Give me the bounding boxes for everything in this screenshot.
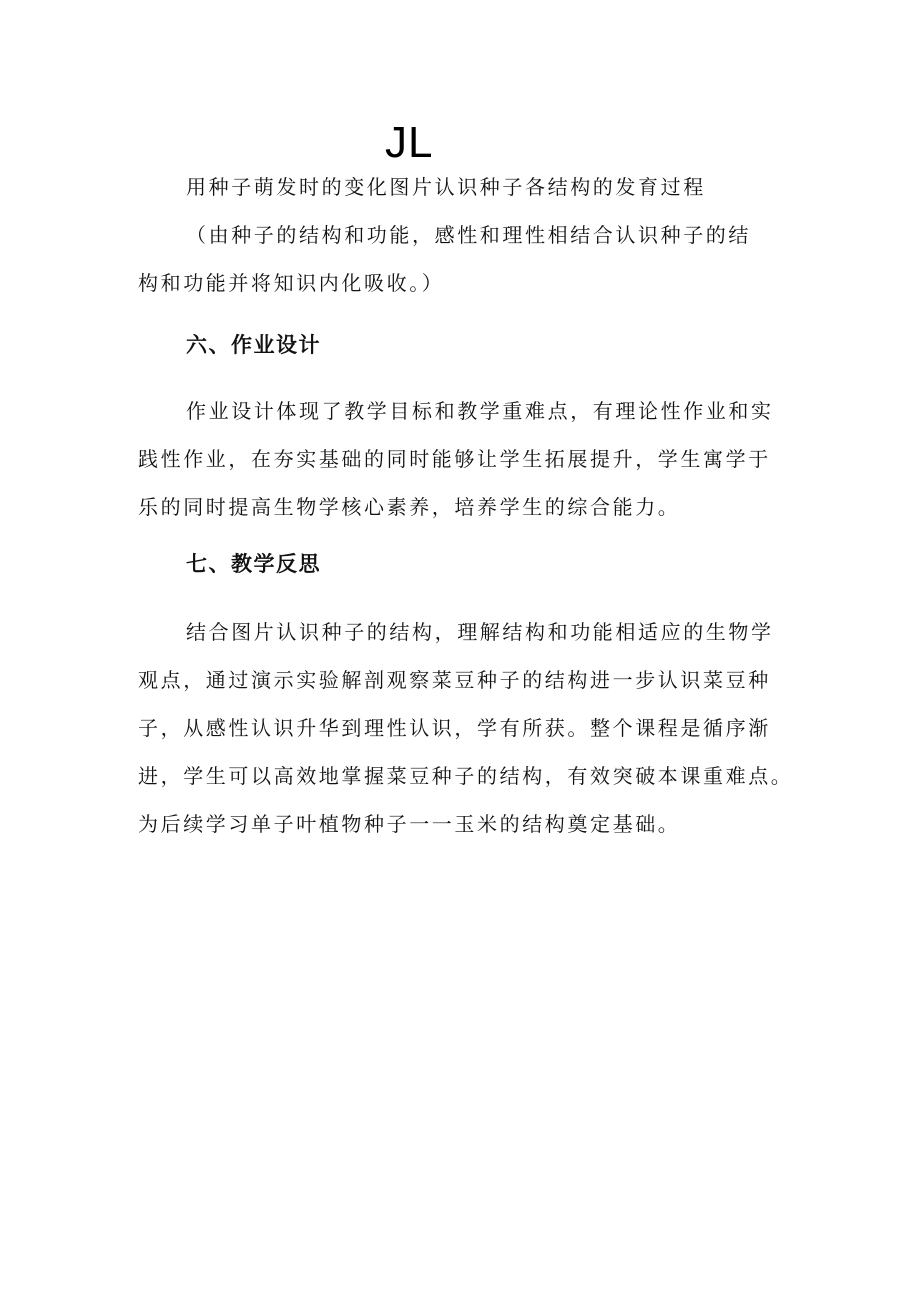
page-fragment-text: JL bbox=[385, 118, 434, 167]
section-heading-reflection: 七、教学反思 bbox=[186, 552, 321, 576]
paragraph-line: 作业设计体现了教学目标和教学重难点，有理论性作业和实 bbox=[186, 399, 774, 423]
intro-line: 用种子萌发时的变化图片认识种子各结构的发育过程 bbox=[186, 175, 706, 199]
paragraph-line: 进，学生可以高效地掌握菜豆种子的结构，有效突破本课重难点。 bbox=[138, 764, 794, 788]
intro-note-line: （由种子的结构和功能，感性和理性相结合认识种子的结 bbox=[186, 223, 751, 247]
paragraph-line: 践性作业，在夯实基础的同时能够让学生拓展提升，学生寓学于 bbox=[138, 447, 771, 471]
paragraph-line: 乐的同时提高生物学核心素养，培养学生的综合能力。 bbox=[138, 495, 681, 519]
paragraph-line: 为后续学习单子叶植物种子一一玉米的结构奠定基础。 bbox=[138, 812, 681, 836]
intro-note-line: 构和功能并将知识内化吸收。） bbox=[138, 271, 445, 295]
paragraph-line: 观点，通过演示实验解剖观察菜豆种子的结构进一步认识菜豆种 bbox=[138, 668, 771, 692]
paragraph-line: 结合图片认识种子的结构，理解结构和功能相适应的生物学 bbox=[186, 620, 774, 644]
section-heading-homework: 六、作业设计 bbox=[186, 333, 321, 357]
paragraph-line: 子，从感性认识升华到理性认识，学有所获。整个课程是循序渐 bbox=[138, 716, 771, 740]
